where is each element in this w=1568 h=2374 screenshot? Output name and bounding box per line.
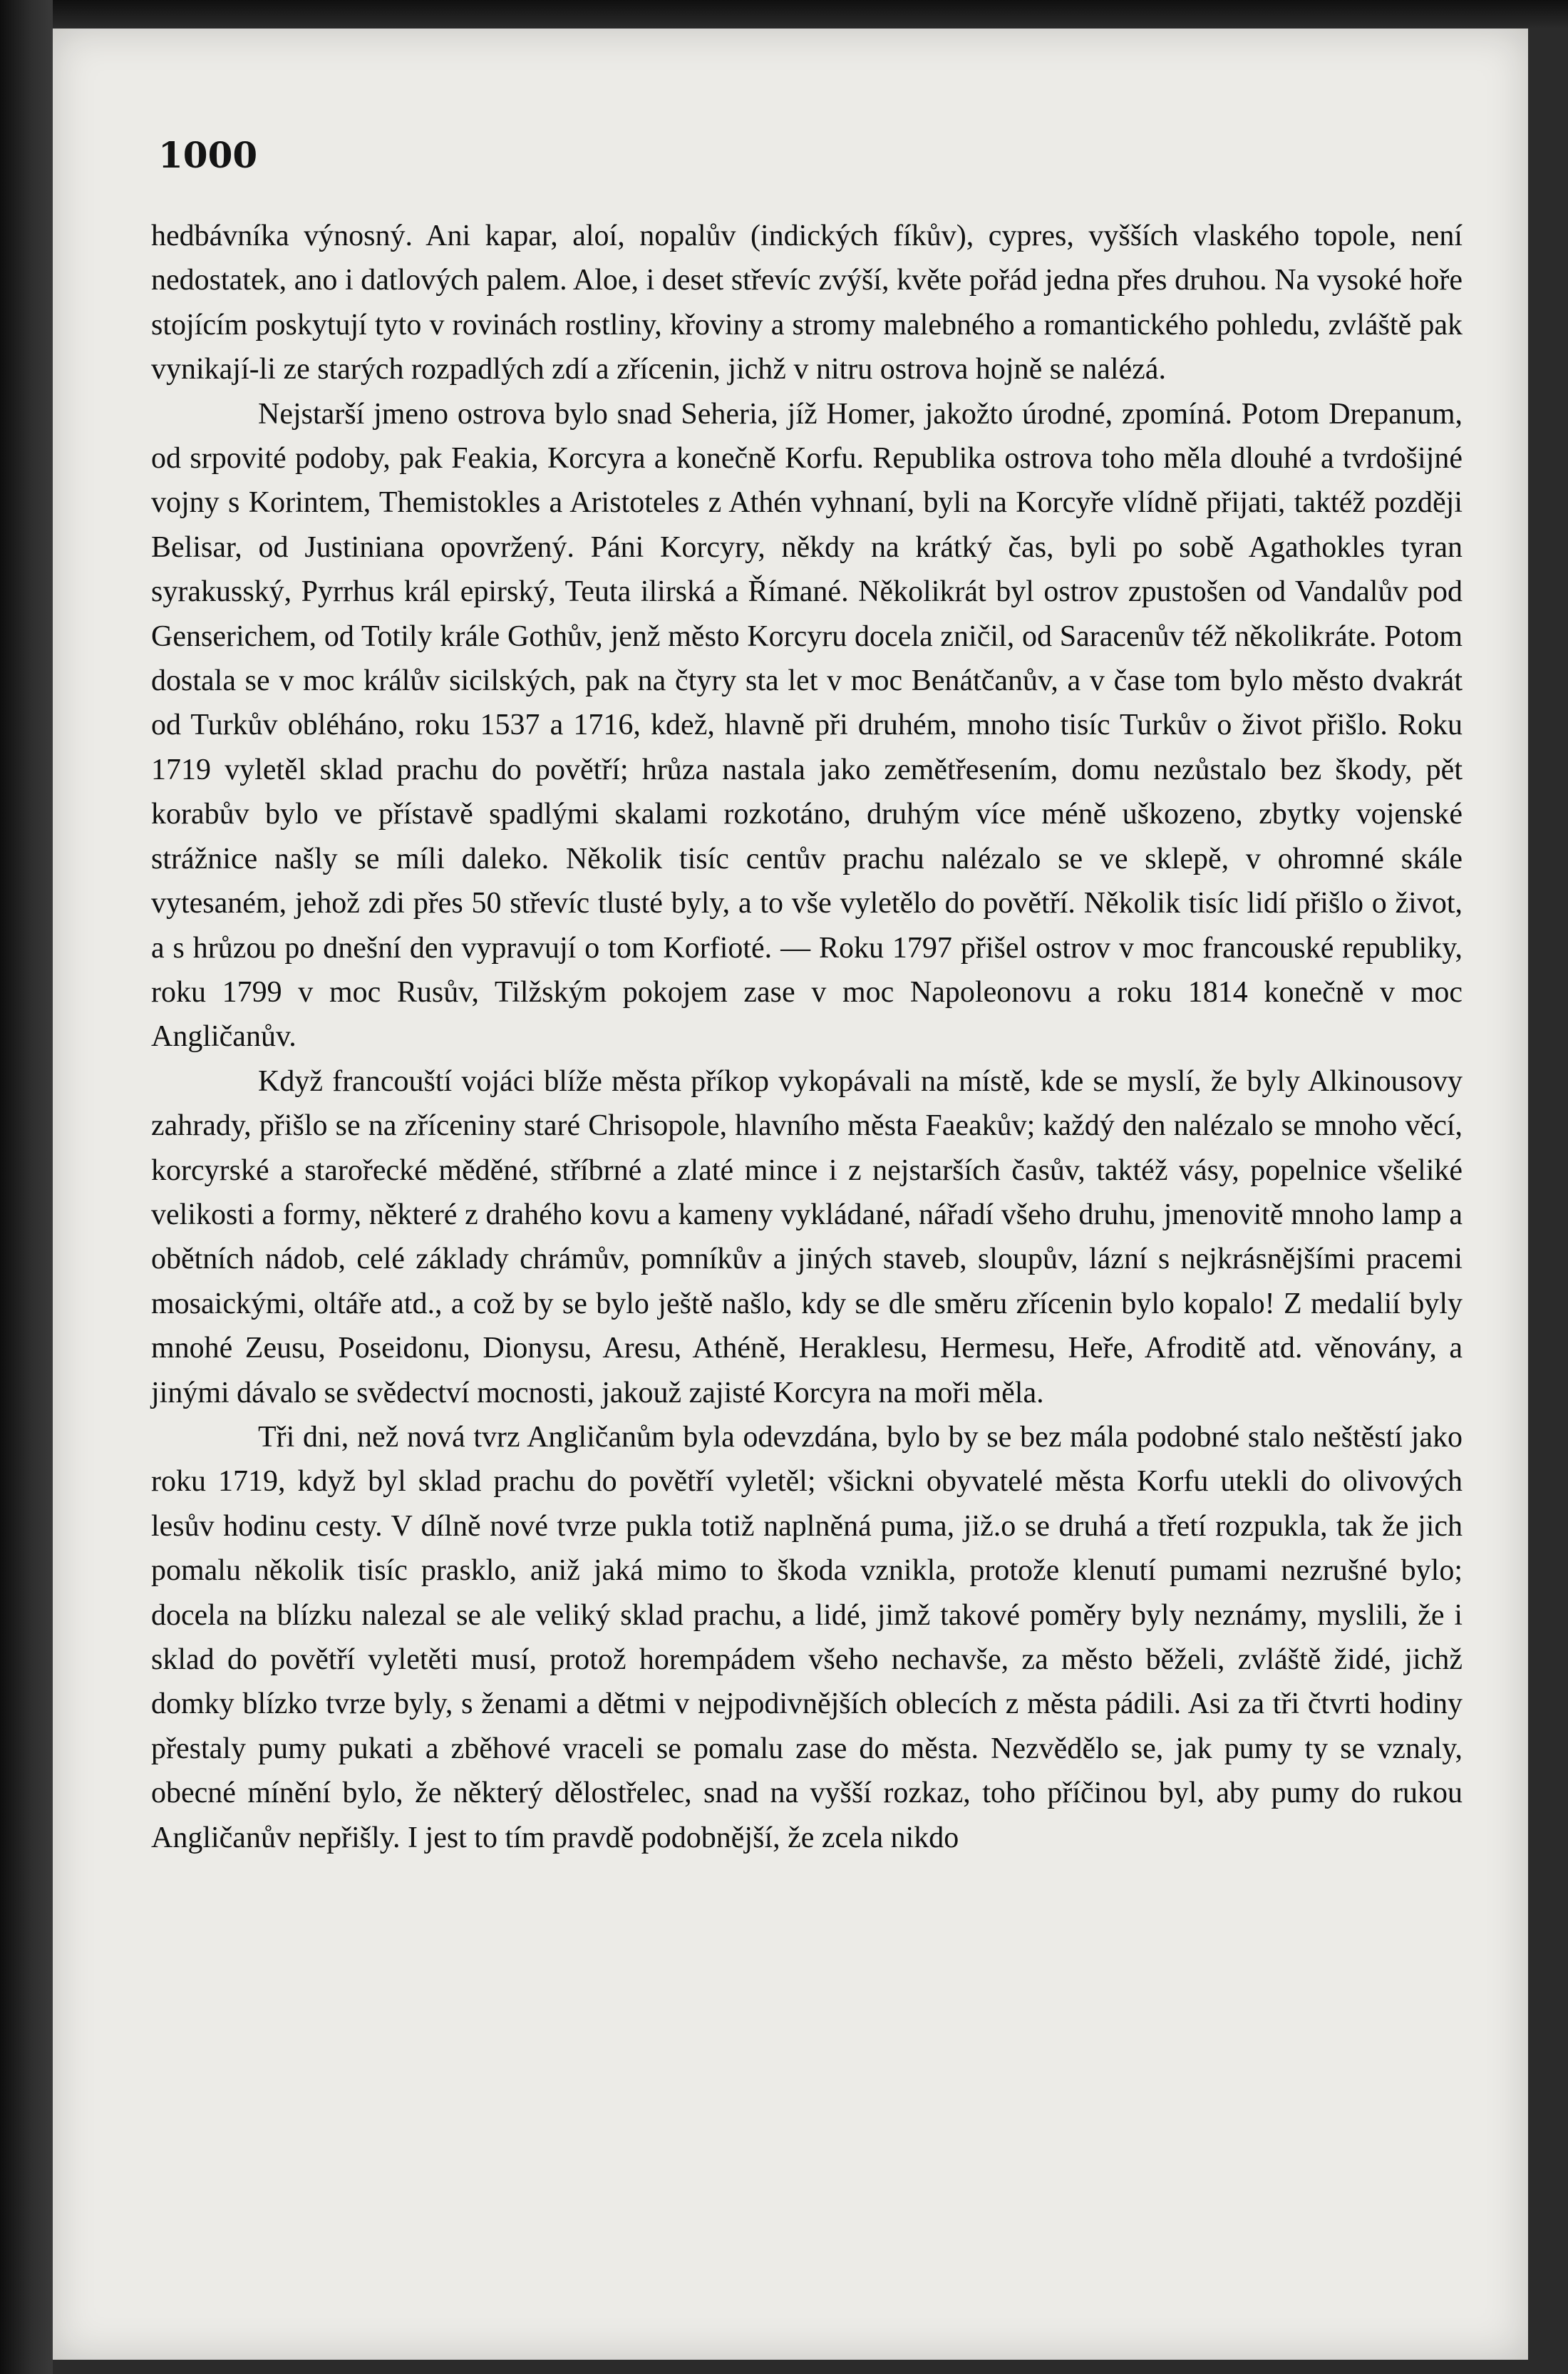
book-binding-edge [0, 0, 53, 2374]
paragraph-3: Když francouští vojáci blíže města příkop vykopávali na místě, kde se myslí, že byly Alkinousovy zahrady, přišlo se na zříceniny staré Chrisopole, hlavního města Faeakův; každý den nalézalo se mnoho věcí, korcyrské a starořecké měděné, stříbrné a zlaté mince i z nejstarších časův, taktéž vásy, popelnice všeliké velikosti a formy, některé z drahého kovu a kameny vykládané, nářadí všeho druhu, jmenovitě mnoho lamp a obětních nádob, celé základy chrámův, pomníkův a jiných staveb, sloupův, lázní s nejkrásnějšími pracemi mosaickými, oltáře atd., a což by se bylo ještě našlo, kdy se dle směru zřícenin bylo kopalo! Z medalií byly mnohé Zeusu, Poseidonu, Dionysu, Aresu, Athéně, Heraklesu, Hermesu, Heře, Afroditě atd. věnovány, a jinými dávalo se svědectví mocnosti, jakouž zajisté Korcyra na moři měla. [151, 1064, 1463, 1409]
page-number: 1000 [158, 134, 258, 176]
paragraph-4: Tři dni, než nová tvrz Angličanům byla odevzdána, bylo by se bez mála podobné stalo neštěstí jako roku 1719, když byl sklad prachu do povětří vyletěl; všickni obyvatelé města Korfu utekli do olivových lesův hodinu cesty. V dílně nové tvrze pukla totiž naplněná puma, již.o se druhá a třetí rozpukla, tak že jich pomalu několik tisíc prasklo, aniž jaká mimo to škoda vznikla, protože klenutí pumami nezrušné bylo; docela na blízku nalezal se ale veliký sklad prachu, a lidé, jimž takové poměry byly neznámy, myslili, že i sklad do povětří vyletěti musí, protož horempádem všeho nechavše, za město běželi, zvláště židé, jichž domky blízko tvrze byly, s ženami a dětmi v nejpodivnějších oblecích z města pádili. Asi za tři čtvrti hodiny přestaly pumy pukati a zběhové vraceli se pomalu zase do města. Nezvědělo se, jak pumy ty se vznaly, obecné mínění bylo, že některý dělostřelec, snad na vyšší rozkaz, toho příčinou byl, aby pumy do rukou Angličanův nepřišly. I jest to tím pravdě podobnější, že zcela nikdo [151, 1420, 1463, 1854]
body-text [151, 214, 1463, 1860]
top-page-edge [53, 0, 1568, 29]
paragraph-1: hedbávníka výnosný. Ani kapar, aloí, nopalův (indických fíkův), cypres, vyšších vlaského topole, není nedostatek, ano i datlových palem. Aloe, i deset střevíc zvýší, květe pořád jedna přes druhou. Na vysoké hoře stojícím poskytují tyto v rovinách rostliny, křoviny a stromy malebného a romantického pohledu, zvláště pak vynikají-li ze starých rozpadlých zdí a zřícenin, jichž v nitru ostrova hojně se nalézá. [151, 220, 1463, 386]
paragraph-2: Nejstarší jmeno ostrova bylo snad Seheria, jíž Homer, jakožto úrodné, zpomíná. Potom Drepanum, od srpovité podoby, pak Feakia, Korcyra a konečně Korfu. Republika ostrova toho měla dlouhé a tvrdošijné vojny s Korintem, Themistokles a Aristoteles z Athén vyhnaní, byli na Korcyře vlídně přijati, taktéž později Belisar, od Justiniana opovržený. Páni Korcyry, někdy na krátký čas, byli po sobě Agathokles tyran syrakusský, Pyrrhus král epirský, Teuta ilirská a Římané. Několikrát byl ostrov zpustošen od Vandalův pod Genserichem, od Totily krále Gothův, jenž město Korcyru docela zničil, od Saracenův též několikráte. Potom dostala se v moc králův sicilských, pak na čtyry sta let v moc Benátčanův, a v čase tom bylo město dvakrát od Turkův obléháno, roku 1537 a 1716, kdež, hlavně při druhém, mnoho tisíc Turkův o život přišlo. Roku 1719 vyletěl sklad prachu do povětří; hrůza nastala jako zemětřesením, domu nezůstalo bez škody, pět korabův bylo ve přístavě spadlými skalami rozkotáno, druhým více méně uškozeno, zbytky vojenské strážnice našly se míli daleko. Několik tisíc centův prachu nalézalo se ve sklepě, v ohromné skále vytesaném, jehož zdi přes 50 střevíc tlusté byly, a to vše vyletělo do povětří. Několik tisíc lidí přišlo o život, a s hrůzou po dnešní den vypravují o tom Korfioté. — Roku 1797 přišel ostrov v moc francouské republiky, roku 1799 v moc Rusův, Tilžským pokojem zase v moc Napoleonovu a roku 1814 konečně v moc Angličanův. [151, 397, 1463, 1054]
